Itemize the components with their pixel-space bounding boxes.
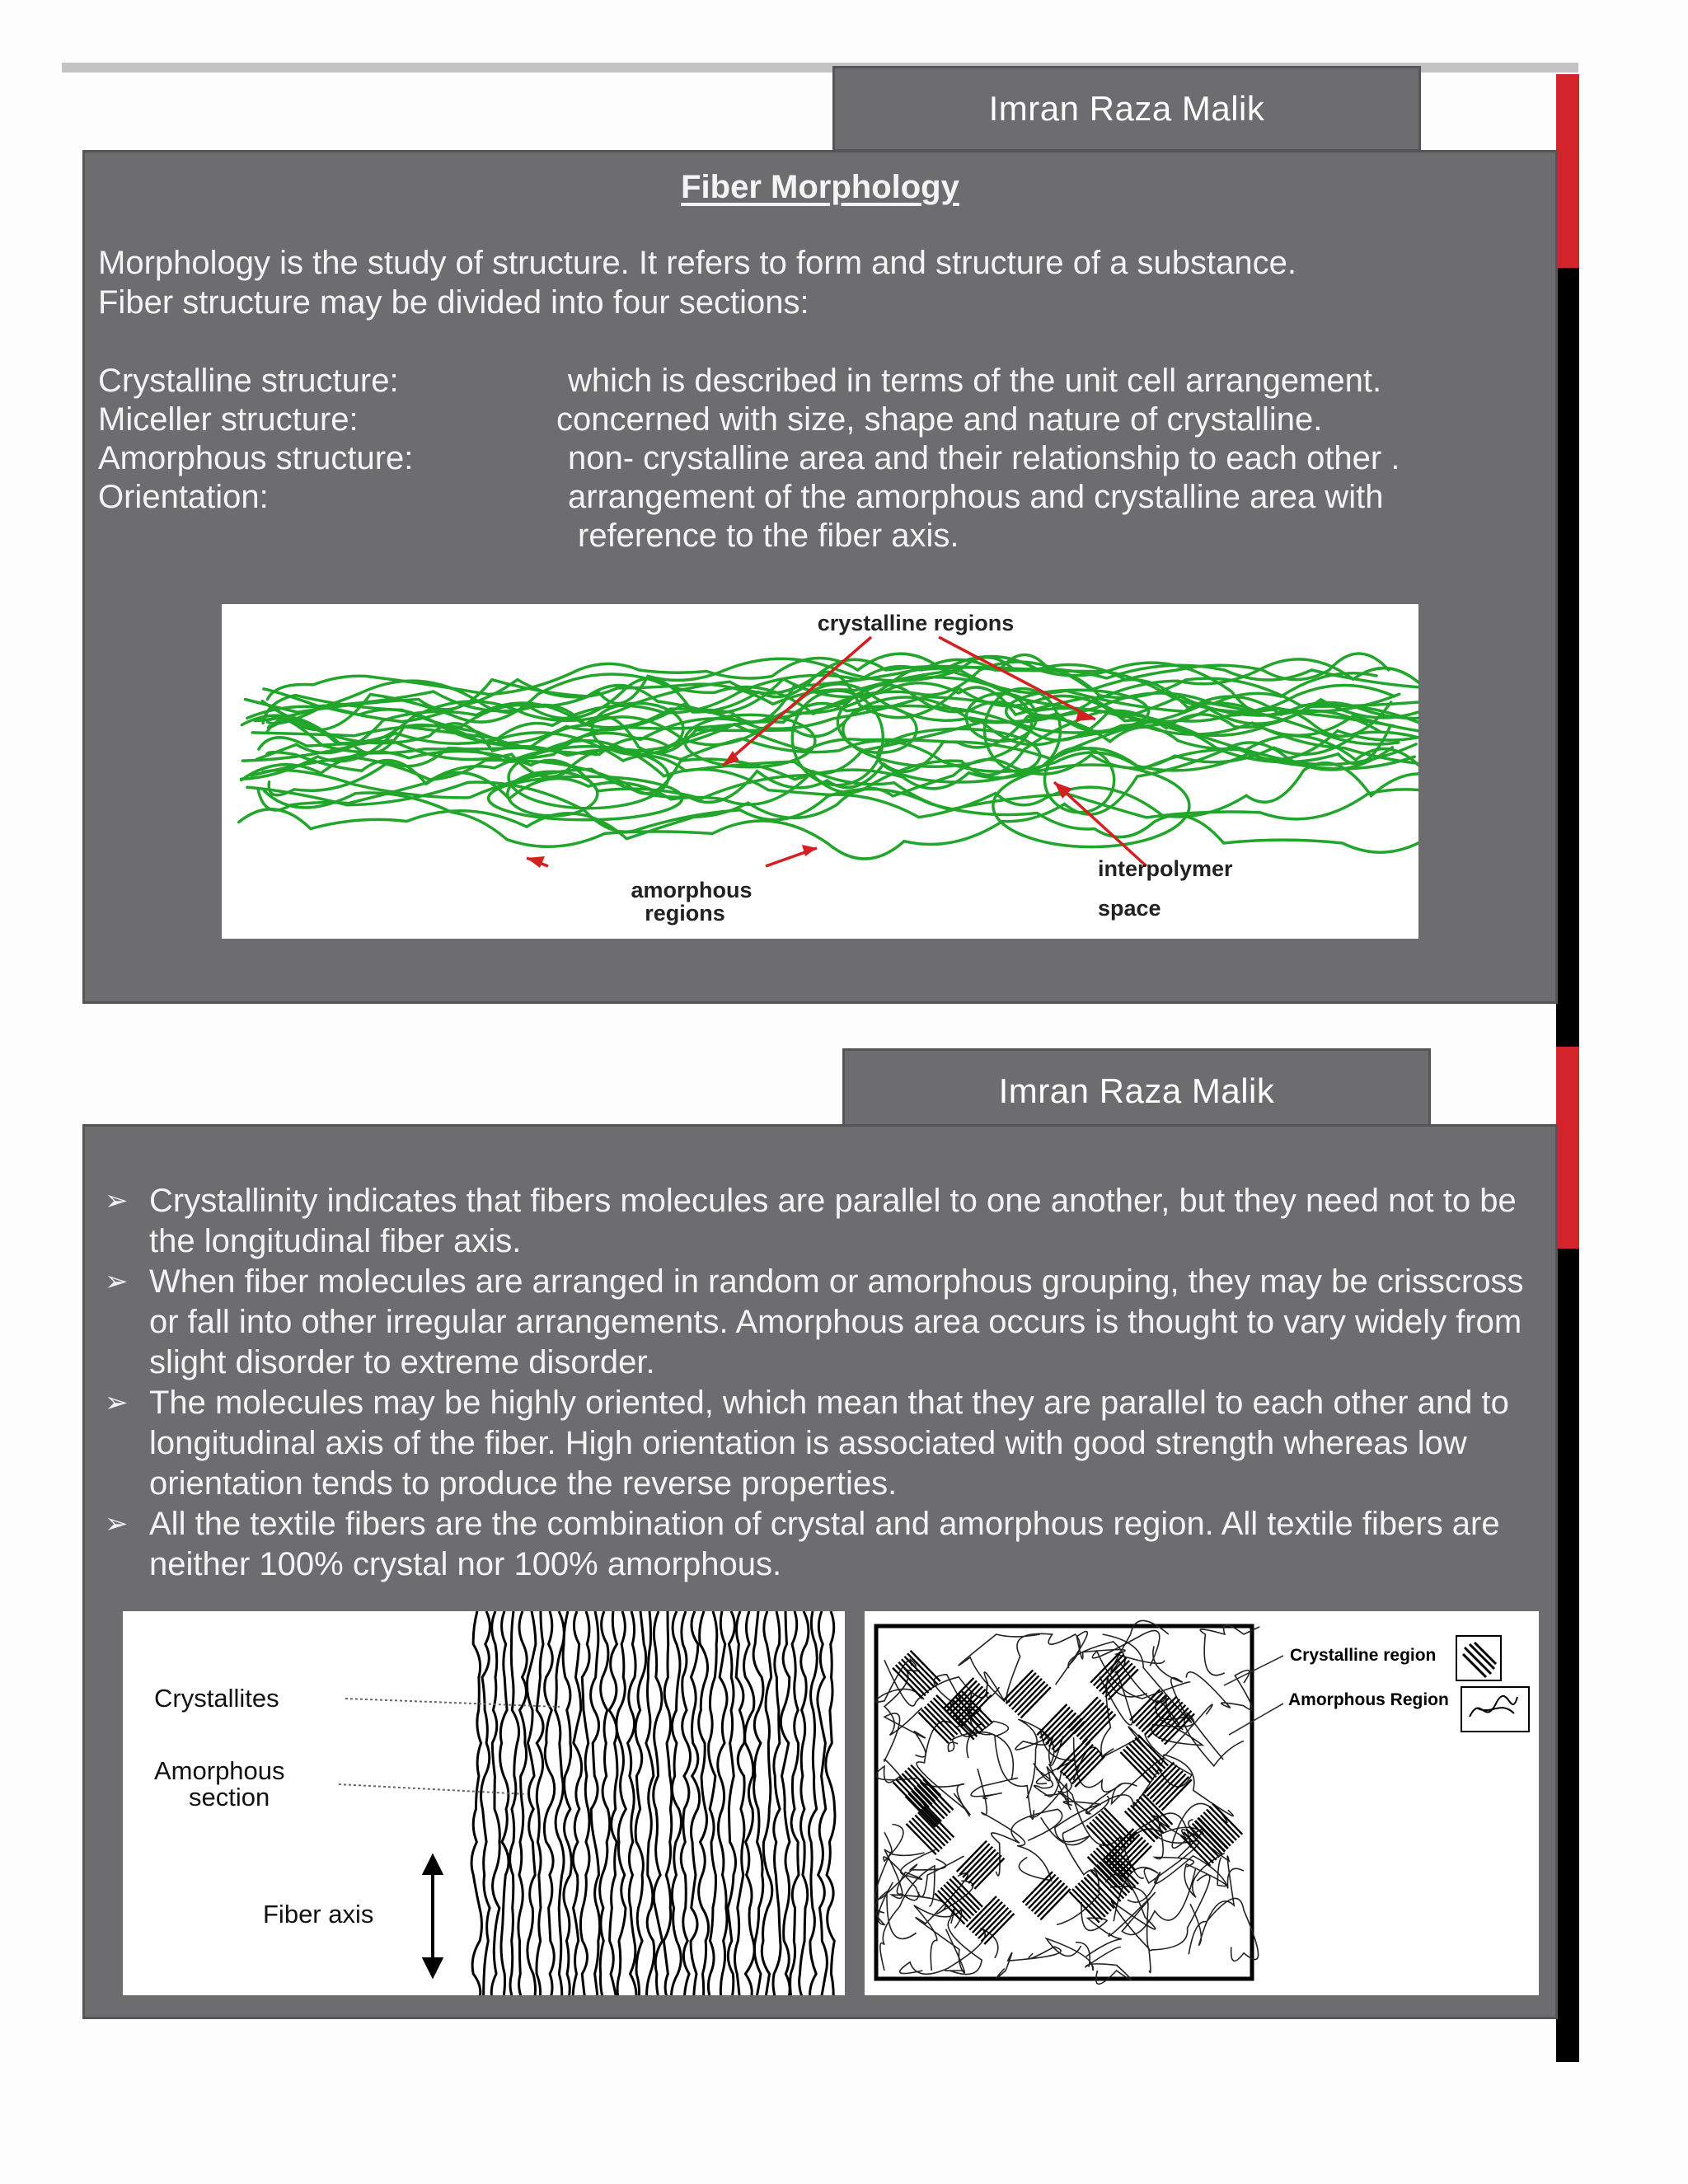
definition-row (98, 517, 1557, 555)
intro-line: Morphology is the study of structure. It refers to form and structure of a substance. (98, 245, 1297, 281)
chain-loop (1045, 748, 1114, 813)
author-tab (832, 66, 1421, 152)
arrowhead (527, 856, 545, 868)
vertical-chain (790, 1611, 799, 1995)
definition-row (98, 478, 1557, 517)
bullet-item (100, 1181, 1550, 1262)
vertical-chain (818, 1611, 828, 1995)
vertical-chain (471, 1611, 481, 1995)
arrow-bullet-icon: ➢ (105, 1387, 129, 1418)
fringed-micelle-figure (123, 1611, 845, 1995)
vertical-chain (580, 1611, 589, 1995)
bullet-text: The molecules may be highly oriented, which mean that they are parallel to each other and to longitudinal axis of the fiber. High orientation is associated with good strength whereas low orientation tends to produce the reverse properties. (149, 1385, 1509, 1502)
arrowhead (802, 845, 817, 856)
vertical-chain (799, 1611, 809, 1995)
vertical-chain (518, 1611, 527, 1995)
vertical-chain (491, 1611, 499, 1995)
slide-fiber-morphology (82, 150, 1558, 1004)
vertical-chain (773, 1611, 781, 1995)
region-schematic (865, 1611, 1539, 1995)
author-name: Imran Raza Malik (988, 89, 1265, 128)
vertical-chain (809, 1611, 817, 1995)
arrow-bullet-icon: ➢ (105, 1185, 129, 1216)
vertical-chain (718, 1611, 727, 1995)
definition-row (98, 362, 1557, 401)
vertical-chain (635, 1611, 646, 1995)
arrow-interpolymer (1054, 782, 1146, 866)
vertical-chain (728, 1611, 736, 1995)
label-amorphous: Amorphous (154, 1756, 285, 1785)
label-crystalline: crystalline regions (817, 611, 1015, 635)
amorphous-pointer (339, 1784, 527, 1794)
vertical-chain (743, 1611, 754, 1995)
vertical-chain (563, 1611, 571, 1995)
vertical-chain (481, 1611, 490, 1995)
polymer-chains (239, 654, 1418, 859)
vertical-chain (663, 1611, 672, 1995)
vertical-chain (537, 1611, 543, 1995)
label-space: space (1098, 896, 1161, 921)
label-amorphous: amorphous (631, 878, 753, 902)
slide-crystallinity (82, 1124, 1558, 2019)
vertical-chain (646, 1611, 654, 1995)
vertical-chain (654, 1611, 663, 1995)
bullet-text: Crystallinity indicates that fibers molecules are parallel to one another, but they need not to be the longitudinal fiber axis. (149, 1183, 1517, 1259)
bullet-list (100, 1181, 1550, 1585)
legend-crystalline-box (1456, 1636, 1501, 1680)
bullet-item (100, 1262, 1550, 1383)
chain-lines (471, 1611, 835, 1995)
intro-line: Fiber structure may be divided into four sections: (98, 284, 809, 321)
crystalline-amorphous-figure (865, 1611, 1539, 1995)
definition-term: Orientation: (98, 479, 269, 515)
vertical-chain (691, 1611, 700, 1995)
label-crystalline-region: Crystalline region (1290, 1646, 1437, 1665)
definition-text: concerned with size, shape and nature of crystalline. (556, 401, 1323, 438)
definition-row (98, 439, 1557, 478)
label-amorphous-region: Amorphous Region (1288, 1690, 1449, 1709)
sidebar-red (1556, 1047, 1579, 1249)
vertical-chain (600, 1611, 610, 1995)
slide-sidebar-accent (1556, 1047, 1579, 2062)
vertical-chain (826, 1611, 835, 1995)
label-crystallites: Crystallites (154, 1684, 279, 1713)
crystallites-pointer (345, 1699, 560, 1707)
arrow-bullet-icon: ➢ (105, 1266, 129, 1297)
definition-term: Crystalline structure: (98, 363, 399, 399)
label-regions: regions (645, 901, 725, 926)
vertical-chain (762, 1611, 772, 1995)
label-interpolymer: interpolymer (1098, 856, 1233, 881)
definition-term: Amorphous structure: (98, 440, 414, 476)
bullet-text: When fiber molecules are arranged in random or amorphous grouping, they may be crisscross or fall into other irregular arrangements. Amorphous area occurs is thought to vary widely from slight disorder to extreme disorder. (149, 1263, 1524, 1380)
slide-sidebar-accent (1556, 74, 1579, 1047)
vertical-chain (510, 1611, 519, 1995)
chain-loop (878, 729, 1040, 782)
sidebar-black (1556, 268, 1579, 1047)
label-section: section (189, 1783, 270, 1811)
bullet-item (100, 1504, 1550, 1585)
arrow-bullet-icon: ➢ (105, 1508, 129, 1540)
author-name: Imran Raza Malik (998, 1071, 1275, 1110)
definition-text: reference to the fiber axis. (578, 518, 959, 554)
definition-text: non- crystalline area and their relationship to each other . (568, 440, 1400, 476)
slide-title: Fiber Morphology (681, 169, 959, 205)
arrowhead (424, 1857, 441, 1873)
vertical-chain (681, 1611, 690, 1995)
vertical-chain (500, 1611, 509, 1995)
bullet-text: All the textile fibers are the combination of crystal and amorphous region. All textile fibers are neither 100% crystal nor 100% amorphous. (149, 1506, 1500, 1582)
vertical-chain (628, 1611, 636, 1995)
vertical-chain (544, 1611, 554, 1995)
sidebar-red (1556, 74, 1579, 268)
polymer-diagram (222, 604, 1418, 939)
vertical-chain (527, 1611, 535, 1995)
definition-row (98, 401, 1557, 439)
definition-list (98, 362, 1557, 555)
polymer-regions-figure (222, 604, 1418, 939)
vertical-chain (573, 1611, 581, 1995)
definition-text: which is described in terms of the unit cell arrangement. (568, 363, 1382, 399)
intro-text (98, 243, 1549, 322)
label-fiber-axis: Fiber axis (263, 1900, 374, 1929)
vertical-chain (617, 1611, 626, 1995)
vertical-chain (708, 1611, 716, 1995)
vertical-chain (591, 1611, 600, 1995)
bullet-item (100, 1383, 1550, 1504)
fringed-micelle-diagram (123, 1611, 845, 1995)
vertical-chain (609, 1611, 617, 1995)
sidebar-black (1556, 1249, 1579, 2062)
definition-text: arrangement of the amorphous and crystalline area with (568, 479, 1384, 515)
arrowhead (424, 1959, 441, 1975)
definition-term: Miceller structure: (98, 401, 359, 438)
author-tab (842, 1048, 1431, 1134)
vertical-chain (781, 1611, 790, 1995)
chain-loop (489, 776, 682, 820)
vertical-chain (672, 1611, 682, 1995)
